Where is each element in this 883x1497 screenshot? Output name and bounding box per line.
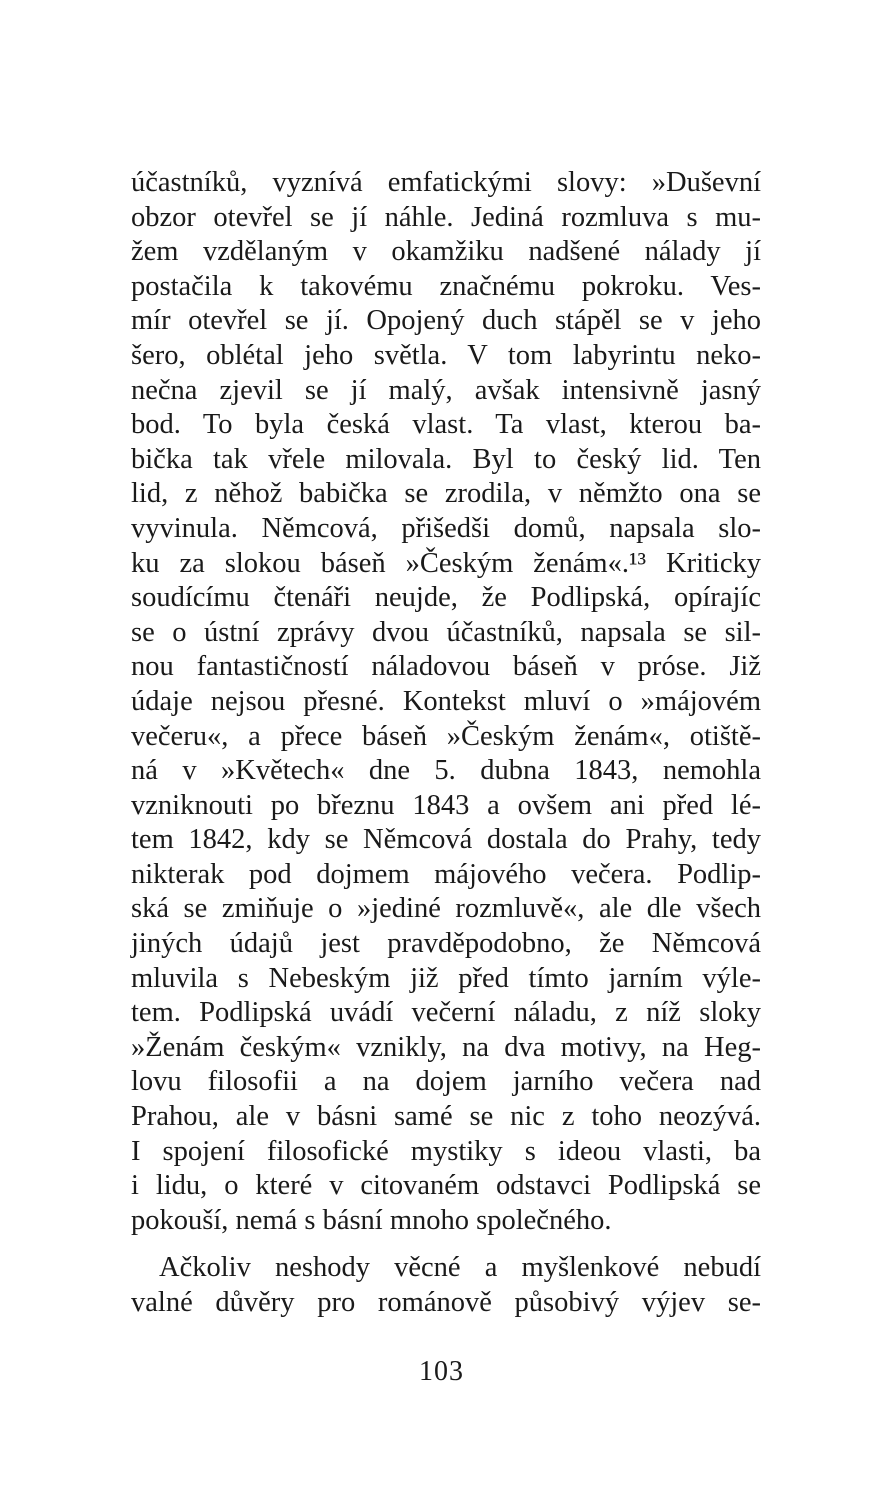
text-line: nou fantastičností náladovou báseň v próse. Již (131, 651, 761, 683)
text-line: jiných údajů jest pravděpodobno, že Němcová (131, 928, 761, 960)
text-line: bod. To byla česká vlast. Ta vlast, kterou ba- (131, 409, 761, 441)
text-line: tem 1842, kdy se Němcová dostala do Prahy, tedy (131, 824, 761, 856)
text-line: Prahou, ale v básni samé se nic z toho neozývá. (131, 1101, 761, 1133)
text-line: šero, oblétal jeho světla. V tom labyrintu neko- (131, 339, 761, 371)
text-line: žem vzdělaným v okamžiku nadšené nálady jí (131, 236, 761, 268)
body-text (131, 166, 761, 1321)
text-line: »Ženám českým« vznikly, na dva motivy, na Heg- (131, 1031, 761, 1063)
paragraph-1 (131, 166, 761, 1238)
text-line: večeru«, a přece báseň »Českým ženám«, otiště- (131, 720, 761, 752)
text-line: vyvinula. Němcová, přišedši domů, napsala slo- (131, 512, 761, 544)
page-number: 103 (419, 1356, 464, 1387)
text-line: bička tak vřele milovala. Byl to český lid. Ten (131, 443, 761, 475)
text-line: mluvila s Nebeským již před tímto jarním výle- (131, 962, 761, 994)
text-line: tem. Podlipská uvádí večerní náladu, z níž sloky (131, 997, 761, 1029)
text-line: obzor otevřel se jí náhle. Jediná rozmluva s mu- (131, 201, 761, 233)
text-line: postačila k takovému značnému pokroku. Ves- (131, 270, 761, 302)
text-line: pokouší, nemá s básní mnoho společného. (131, 1204, 612, 1236)
text-line: lid, z něhož babička se zrodila, v němžto ona se (131, 478, 761, 510)
text-line: Ačkoliv neshody věcné a myšlenkové nebudí (159, 1252, 761, 1284)
text-line: ská se zmiňuje o »jediné rozmluvě«, ale dle všech (131, 893, 761, 925)
text-line: valné důvěry pro románově působivý výjev se- (131, 1287, 761, 1318)
text-line: soudícímu čtenáři neujde, že Podlipská, opírajíc (131, 582, 761, 614)
text-line: vzniknouti po březnu 1843 a ovšem ani před lé- (131, 789, 761, 821)
text-line: účastníků, vyznívá emfatickými slovy: »Duševní (131, 167, 761, 198)
text-line: se o ústní zprávy dvou účastníků, napsala se sil- (131, 616, 761, 648)
text-line: I spojení filosofické mystiky s ideou vlasti, ba (131, 1135, 761, 1167)
text-line: i lidu, o které v citovaném odstavci Podlipská se (131, 1170, 761, 1202)
paragraph-2 (131, 1251, 761, 1320)
text-line: údaje nejsou přesné. Kontekst mluví o »májovém (131, 685, 761, 717)
text-line: nikterak pod dojmem májového večera. Podlip- (131, 858, 761, 890)
text-line: ná v »Květech« dne 5. dubna 1843, nemohla (131, 755, 761, 787)
text-line: ku za slokou báseň »Českým ženám«.¹³ Kriticky (131, 547, 761, 579)
text-line: mír otevřel se jí. Opojený duch stápěl se v jeho (131, 305, 761, 337)
text-line: lovu filosofii a na dojem jarního večera nad (131, 1066, 761, 1098)
text-line: nečna zjevil se jí malý, avšak intensivně jasný (131, 374, 761, 406)
